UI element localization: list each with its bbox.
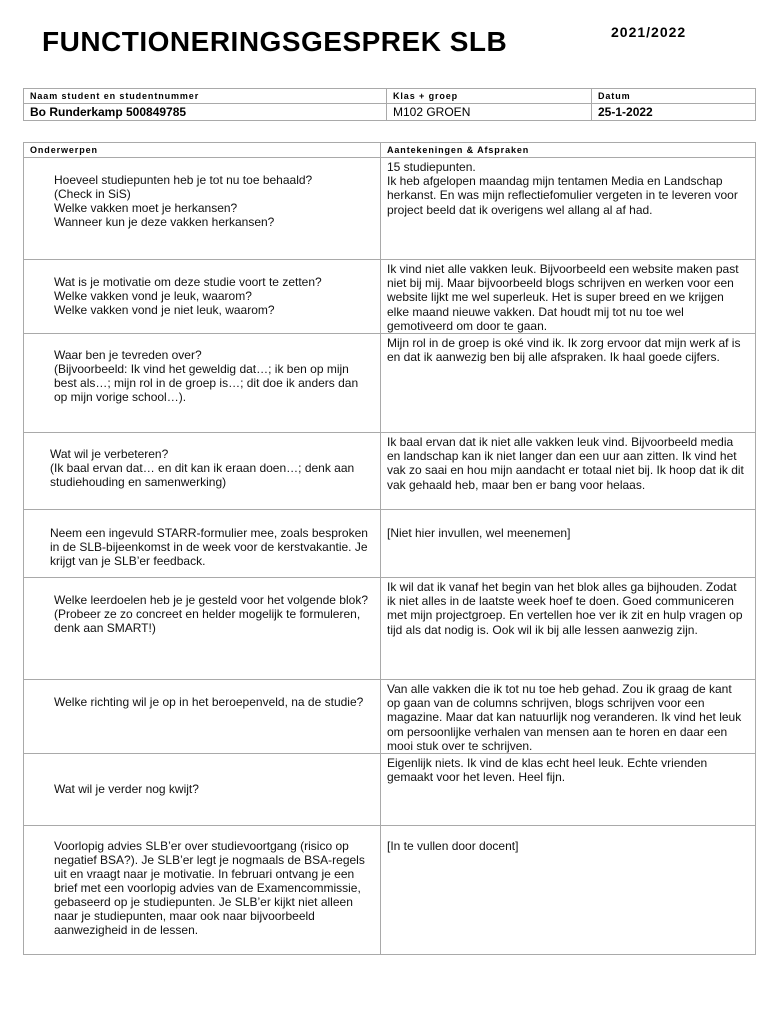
answer-cell: Eigenlijk niets. Ik vind de klas echt heel leuk. Echte vrienden gemaakt voor het leven. Heel fijn. — [381, 754, 756, 826]
answer-cell: Van alle vakken die ik tot nu toe heb gehad. Zou ik graag de kant op gaan van de columns schrijven, blogs schrijven voor een magazine. Maar dat kan natuurlijk nog veranderen. Ik vind het leuk om persoonlijke verhalen van mensen aan te horen en daar een mooi stuk over te schrijven. — [381, 680, 756, 754]
question-cell: Welke richting wil je op in het beroepenveld, na de studie? — [24, 680, 381, 754]
question-cell: Hoeveel studiepunten heb je tot nu toe behaald? (Check in SiS) Welke vakken moet je herkansen? Wanneer kun je deze vakken herkansen? — [24, 158, 381, 260]
question-cell: Waar ben je tevreden over? (Bijvoorbeeld: Ik vind het geweldig dat…; ik ben op mijn best als…; mijn rol in de groep is…; dit doe ik anders dan op mijn vorige school…). — [24, 334, 381, 433]
table-row — [24, 826, 756, 955]
student-info-header-row — [24, 89, 756, 104]
table-row — [24, 680, 756, 754]
answer-cell: [Niet hier invullen, wel meenemen] — [381, 510, 756, 578]
question-cell: Wat wil je verbeteren? (Ik baal ervan dat… en dit kan ik eraan doen…; denk aan studiehouding en samenwerking) — [24, 433, 381, 510]
header-class-group: Klas + groep — [387, 89, 592, 104]
student-info-table — [23, 88, 756, 121]
question-cell: Neem een ingevuld STARR-formulier mee, zoals besproken in de SLB-bijeenkomst in de week voor de kerstvakantie. Je krijgt van je SLB’er feedback. — [24, 510, 381, 578]
conversation-table — [23, 142, 756, 955]
header-date: Datum — [592, 89, 756, 104]
document-title: FUNCTIONERINGSGESPREK SLB — [42, 26, 508, 57]
header-notes: Aantekeningen & Afspraken — [381, 143, 756, 158]
student-info-value-row — [24, 104, 756, 121]
answer-cell: Ik baal ervan dat ik niet alle vakken leuk vind. Bijvoorbeeld media en landschap kan ik niet langer dan een uur aan zitten. Ik vind het vak zo saai en hou mijn aandacht er totaal niet bij. Ik hoop dat ik dit vak gehaald heb, maar ben er bang voor helaas. — [381, 433, 756, 510]
table-row — [24, 260, 756, 334]
question-cell: Voorlopig advies SLB’er over studievoortgang (risico op negatief BSA?). Je SLB’er legt je nogmaals de BSA-regels uit en vraagt naar je motivatie. In februari ontvang je een brief met een voorlopig advies van de Examencommissie, gebaseerd op je studiepunten. Je SLB’er kijkt niet alleen naar je studiepunten, maar ook naar bijvoorbeeld aanwezigheid in de lessen. — [24, 826, 381, 955]
answer-cell: 15 studiepunten. Ik heb afgelopen maandag mijn tentamen Media en Landschap herkanst. En was mijn reflectiefomulier vergeten in te leveren voor project beeld dat ik overigens wel allang al af had. — [381, 158, 756, 260]
header-student-name: Naam student en studentnummer — [24, 89, 387, 104]
school-year: 2021/2022 — [611, 24, 687, 40]
class-group-value: M102 GROEN — [387, 104, 592, 121]
date-value: 25-1-2022 — [592, 104, 756, 121]
table-row — [24, 433, 756, 510]
table-row — [24, 578, 756, 680]
answer-cell: Ik wil dat ik vanaf het begin van het blok alles ga bijhouden. Zodat ik niet alles in de laatste week hoef te doen. Goed communiceren met mijn projectgroep. En vertellen hoe ver ik zit en hulp vragen op tijd als dat nodig is. Ook wil ik bij alle lessen aanwezig zijn. — [381, 578, 756, 680]
question-cell: Wat wil je verder nog kwijt? — [24, 754, 381, 826]
answer-cell: [In te vullen door docent] — [381, 826, 756, 955]
table-row — [24, 510, 756, 578]
answer-cell: Mijn rol in de groep is oké vind ik. Ik zorg ervoor dat mijn werk af is en dat ik aanwezig ben bij alle afspraken. Ik haal goede cijfers. — [381, 334, 756, 433]
student-name-value: Bo Runderkamp 500849785 — [24, 104, 387, 121]
answer-cell: Ik vind niet alle vakken leuk. Bijvoorbeeld een website maken past niet bij mij. Maar bijvoorbeeld blogs schrijven en werken voor een website lijkt me wel superleuk. Het is super breed en we krijgen elke maand nieuwe vakken. Dat houdt mij tot nu toe wel gemotiveerd om door te gaan. — [381, 260, 756, 334]
conversation-header-row — [24, 143, 756, 158]
question-cell: Welke leerdoelen heb je je gesteld voor het volgende blok? (Probeer ze zo concreet en helder mogelijk te formuleren, denk aan SMART!) — [24, 578, 381, 680]
table-row — [24, 334, 756, 433]
table-row — [24, 754, 756, 826]
header-topics: Onderwerpen — [24, 143, 381, 158]
question-cell: Wat is je motivatie om deze studie voort te zetten? Welke vakken vond je leuk, waarom? Welke vakken vond je niet leuk, waarom? — [24, 260, 381, 334]
table-row — [24, 158, 756, 260]
